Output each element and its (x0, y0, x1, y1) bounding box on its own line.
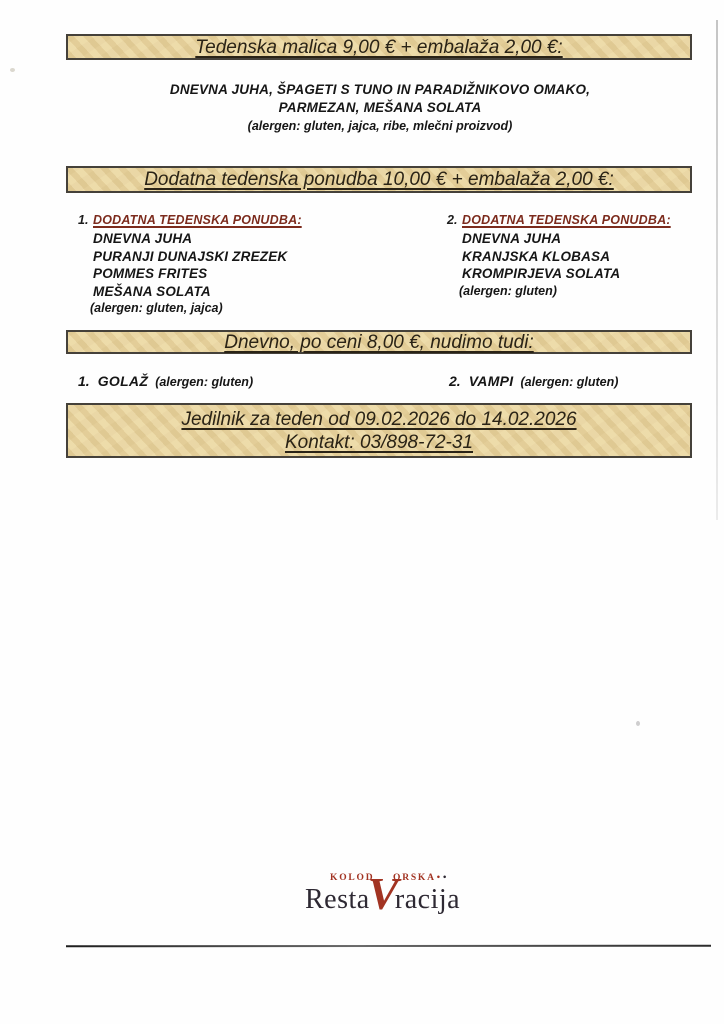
additional-offer-1 (78, 211, 302, 318)
daily-item-2-allergens: (alergen: gluten) (520, 375, 619, 389)
logo-racija-text: racija (394, 884, 461, 915)
offer-1-item: DNEVNA JUHA (93, 231, 193, 246)
weekly-meal-line2: PARMEZAN, MEŠANA SOLATA (278, 100, 482, 115)
additional-offer-1-heading-row (78, 211, 302, 229)
logo-wordmark: RestaVracija (305, 868, 461, 919)
offer-1-items (78, 230, 302, 318)
weekly-meal-line1: DNEVNA JUHA, ŠPAGETI S TUNO IN PARADIŽNIKOVO OMAKO, (169, 82, 591, 97)
daily-offer-banner-text: Dnevno, po ceni 8,00 €, nudimo tudi: (224, 331, 534, 353)
daily-item-1-name: GOLAŽ (97, 373, 149, 389)
logo-orska-label: ORSKA (393, 873, 436, 883)
offer-2-item: KRANJSKA KLOBASA (462, 248, 611, 264)
logo-resta-text: Resta (305, 884, 370, 915)
restaurant-logo (299, 860, 461, 919)
offer-2-allergens: (alergen: gluten) (459, 283, 557, 298)
daily-item-2-number: 2. (449, 373, 461, 389)
daily-item-2 (449, 373, 618, 391)
logo-dot-dark: • (442, 873, 449, 883)
weekly-meal-banner-text: Tedenska malica 9,00 € + embalaža 2,00 €: (195, 36, 563, 58)
weekly-meal-description (36, 81, 724, 135)
logo-kolod-text: KOLOD (330, 873, 375, 883)
logo-orska-text (393, 873, 448, 883)
daily-item-1-number: 1. (78, 373, 90, 389)
additional-offer-2-heading-row (447, 211, 671, 229)
offer-2-item: KROMPIRJEVA SOLATA (462, 266, 621, 281)
daily-offer-banner (66, 330, 692, 354)
offer-1-number: 1. (78, 213, 89, 227)
scan-speck (10, 68, 15, 72)
additional-offer-2 (447, 211, 671, 300)
offer-1-item: MEŠANA SOLATA (93, 283, 211, 299)
offer-1-item: PURANJI DUNAJSKI ZREZEK (93, 248, 288, 264)
scan-speck (636, 721, 640, 726)
offer-1-item: POMMES FRITES (93, 266, 208, 281)
offer-2-items (447, 230, 671, 300)
daily-item-2-name: VAMPI (468, 373, 514, 389)
additional-offer-banner-text: Dodatna tedenska ponudba 10,00 € + embalaža 2,00 €: (144, 169, 614, 190)
scan-edge-artifact (716, 20, 718, 520)
offer-2-heading: DODATNA TEDENSKA PONUDBA: (462, 213, 671, 227)
footer-rule (66, 945, 711, 948)
offer-1-allergens: (alergen: gluten, jajca) (90, 301, 223, 315)
offer-2-item: DNEVNA JUHA (462, 231, 562, 246)
daily-item-1-allergens: (alergen: gluten) (155, 375, 254, 389)
weekly-meal-banner (66, 34, 692, 60)
weekly-meal-allergens: (alergen: gluten, jajca, ribe, mlečni proizvod) (247, 119, 513, 133)
daily-item-1 (78, 373, 253, 391)
offer-1-heading: DODATNA TEDENSKA PONUDBA: (93, 213, 302, 227)
week-range-text: Jedilnik za teden od 09.02.2026 do 14.02.2026 (181, 408, 577, 430)
offer-2-number: 2. (447, 213, 458, 227)
week-range-banner (66, 403, 692, 458)
contact-phone: Kontakt: 03/898-72-31 (284, 431, 474, 453)
logo-dot-red: • (436, 873, 442, 883)
additional-offer-banner (66, 166, 692, 193)
